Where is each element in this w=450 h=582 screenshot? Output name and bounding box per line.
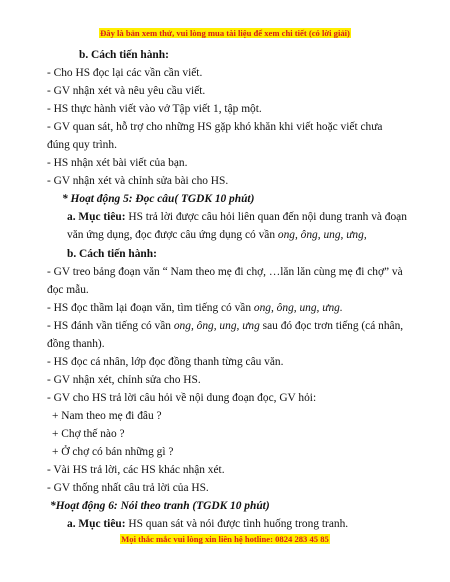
activity-5-goal (47, 208, 407, 244)
document-body (47, 46, 407, 533)
activity-5-title: * Hoạt động 5: Đọc câu( TGDK 10 phút) (62, 193, 255, 206)
procedure-line: - GV nhận xét, chỉnh sửa cho HS. (47, 373, 201, 386)
procedure-line: - HS đọc cá nhân, lớp đọc đồng thanh từng câu văn. (47, 355, 284, 368)
line-rest: sau đó đọc trơn tiếng (cá nhân, đồng thanh). (47, 319, 404, 350)
line-text: - HS đánh vần tiếng có vần (47, 319, 174, 332)
hotline-banner-text: Mọi thắc mắc vui lòng xin liên hệ hotline: 0824 283 45 85 (121, 534, 329, 544)
question-line: + Nam theo mẹ đi đâu ? (52, 409, 162, 422)
goal-label: a. Mục tiêu: (67, 211, 126, 224)
procedure-line: - GV quan sát, hỗ trợ cho những HS gặp khó khăn khi viết hoặc viết chưa đúng quy trình. (47, 121, 383, 152)
procedure-line: - GV cho HS trả lời câu hỏi về nội dung đoạn đọc, GV hỏi: (47, 391, 317, 404)
line-vowels: ong, ông, ung, ưng. (253, 301, 343, 314)
procedure-line (47, 317, 407, 353)
activity-6-goal (47, 515, 407, 533)
procedure-line (47, 299, 407, 317)
question-line: + Ở chợ có bán những gì ? (52, 446, 174, 459)
procedure-line: - Vài HS trả lời, các HS khác nhận xét. (47, 464, 225, 477)
procedure-line: - HS nhận xét bài viết của bạn. (47, 157, 188, 170)
procedure-line: - GV nhận xét và nêu yêu cầu viết. (47, 85, 206, 98)
procedure-line: - HS thực hành viết vào vở Tập viết 1, tập một. (47, 103, 262, 116)
activity-6-title: *Hoạt động 6: Nói theo tranh (TGDK 10 phút) (50, 500, 270, 513)
procedure-line: - GV nhận xét và chỉnh sửa bài cho HS. (47, 175, 229, 188)
procedure-line: - GV thống nhất câu trả lời của HS. (47, 482, 209, 495)
question-line: + Chợ thế nào ? (52, 427, 125, 440)
goal-text: HS trả lời được câu hỏi liên quan đến nội dung tranh và đoạn văn ứng dụng, đọc được câu ứng dụng có vần (67, 211, 407, 242)
procedure-heading-2: b. Cách tiến hành: (67, 247, 157, 260)
procedure-heading-1: b. Cách tiến hành: (79, 49, 169, 61)
goal-vowels: ong, ông, ung, ưng, (277, 229, 367, 242)
preview-banner-text: Đây là bản xem thử, vui lòng mua tài liệu để xem chi tiết (có lời giải) (100, 28, 350, 38)
line-vowels: ong, ông, ung, ưng (173, 319, 260, 332)
procedure-line: - GV treo bảng đoạn văn “ Nam theo mẹ đi chợ, …lăn lăn cùng mẹ đi chợ” và đọc mẫu. (47, 265, 403, 296)
hotline-banner (0, 534, 450, 545)
goal-text: HS quan sát và nói được tình huống trong tranh. (125, 518, 349, 531)
preview-banner (0, 28, 450, 39)
procedure-line: - Cho HS đọc lại các vần cần viết. (47, 67, 203, 80)
line-text: - HS đọc thầm lại đoạn văn, tìm tiếng có vần (47, 301, 254, 314)
goal-label: a. Mục tiêu: (67, 518, 126, 531)
